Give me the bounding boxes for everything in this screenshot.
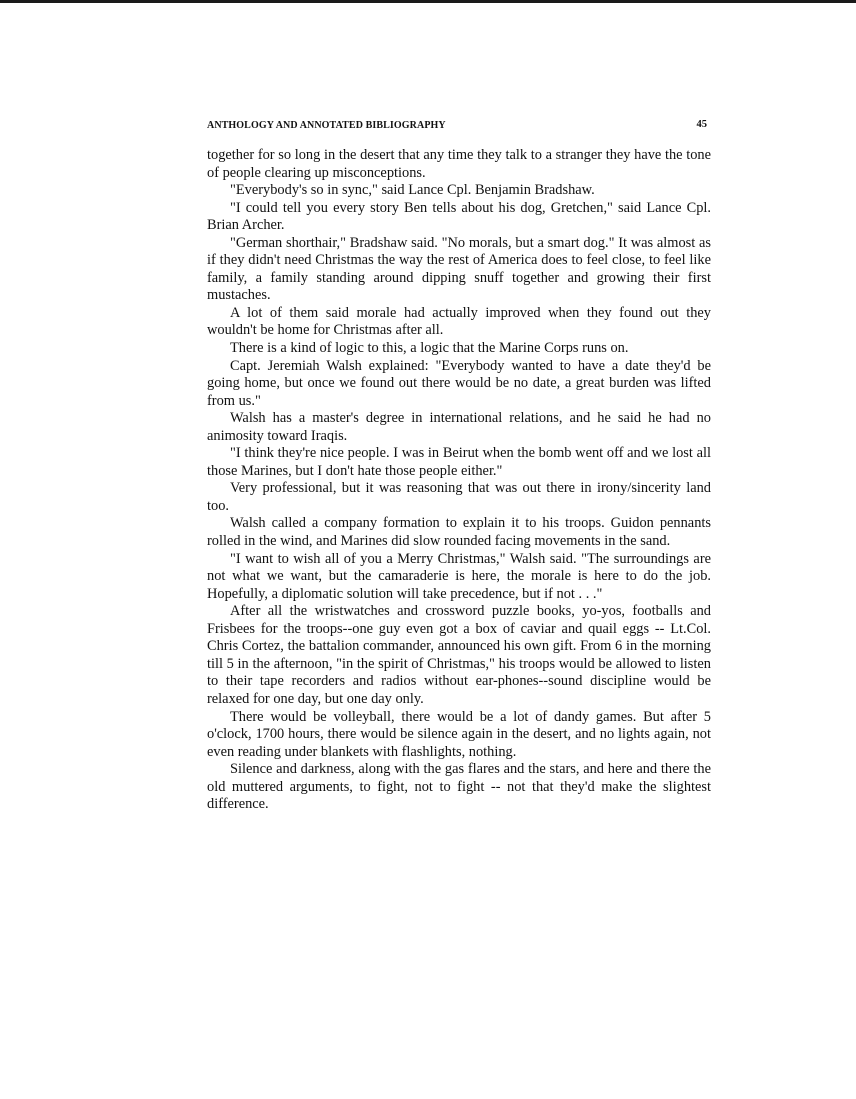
paragraph: There is a kind of logic to this, a logic that the Marine Corps runs on. [230,340,629,357]
body-text [207,147,711,814]
paragraph: "I want to wish all of you a Merry Christmas," Walsh said. "The surroundings are not what we want, but the camaraderie is here, the morale is here to do the job. Hopefully, a diplomatic solution will take precedence, but if not . . ." [207,550,711,602]
paragraph: Capt. Jeremiah Walsh explained: "Everybody wanted to have a date they'd be going home, but once we found out there would be no date, a great burden was lifted from us." [207,357,711,409]
paragraph: Silence and darkness, along with the gas flares and the stars, and here and there the old muttered arguments, to fight, not to fight -- not that they'd make the slightest difference. [207,761,711,813]
paragraph: Very professional, but it was reasoning that was out there in irony/sincerity land too. [207,480,711,514]
running-head [207,120,711,136]
page-number: 45 [696,119,707,130]
scan-top-border [0,0,856,3]
paragraph: There would be volleyball, there would be a lot of dandy games. But after 5 o'clock, 1700 hours, there would be silence again in the desert, and no lights again, not even reading under blankets with flashlights, nothing. [207,708,711,760]
running-title: ANTHOLOGY AND ANNOTATED BIBLIOGRAPHY [207,120,446,131]
paragraph: A lot of them said morale had actually improved when they found out they wouldn't be home for Christmas after all. [207,304,711,339]
paragraph: Walsh has a master's degree in international relations, and he said he had no animosity toward Iraqis. [207,410,711,444]
paragraph: "German shorthair," Bradshaw said. "No morals, but a smart dog." It was almost as if they didn't need Christmas the way the rest of America does to feel close, to feel like family, a family standing around dipping snuff together and growing their first mustaches. [207,234,711,304]
paragraph: After all the wristwatches and crossword puzzle books, yo-yos, footballs and Frisbees for the troops--one guy even got a box of caviar and quail eggs -- Lt.Col. Chris Cortez, the battalion commander, announced his own gift. From 6 in the morning till 5 in the afternoon, "in the spirit of Christmas," his troops would be allowed to listen to their tape recorders and radios without ear-phones--sound discipline would be relaxed for one day, but one day only. [207,603,711,707]
paragraph: Walsh called a company formation to explain it to his troops. Guidon pennants rolled in the wind, and Marines did slow rounded facing movements in the sand. [207,515,711,550]
paragraph: "I could tell you every story Ben tells about his dog, Gretchen," said Lance Cpl. Brian Archer. [207,199,711,234]
paragraph: together for so long in the desert that any time they talk to a stranger they have the tone of people clearing up misconceptions. [207,147,711,181]
paragraph: "I think they're nice people. I was in Beirut when the bomb went off and we lost all those Marines, but I don't hate those people either." [207,445,711,479]
paragraph: "Everybody's so in sync," said Lance Cpl. Benjamin Bradshaw. [230,182,595,199]
